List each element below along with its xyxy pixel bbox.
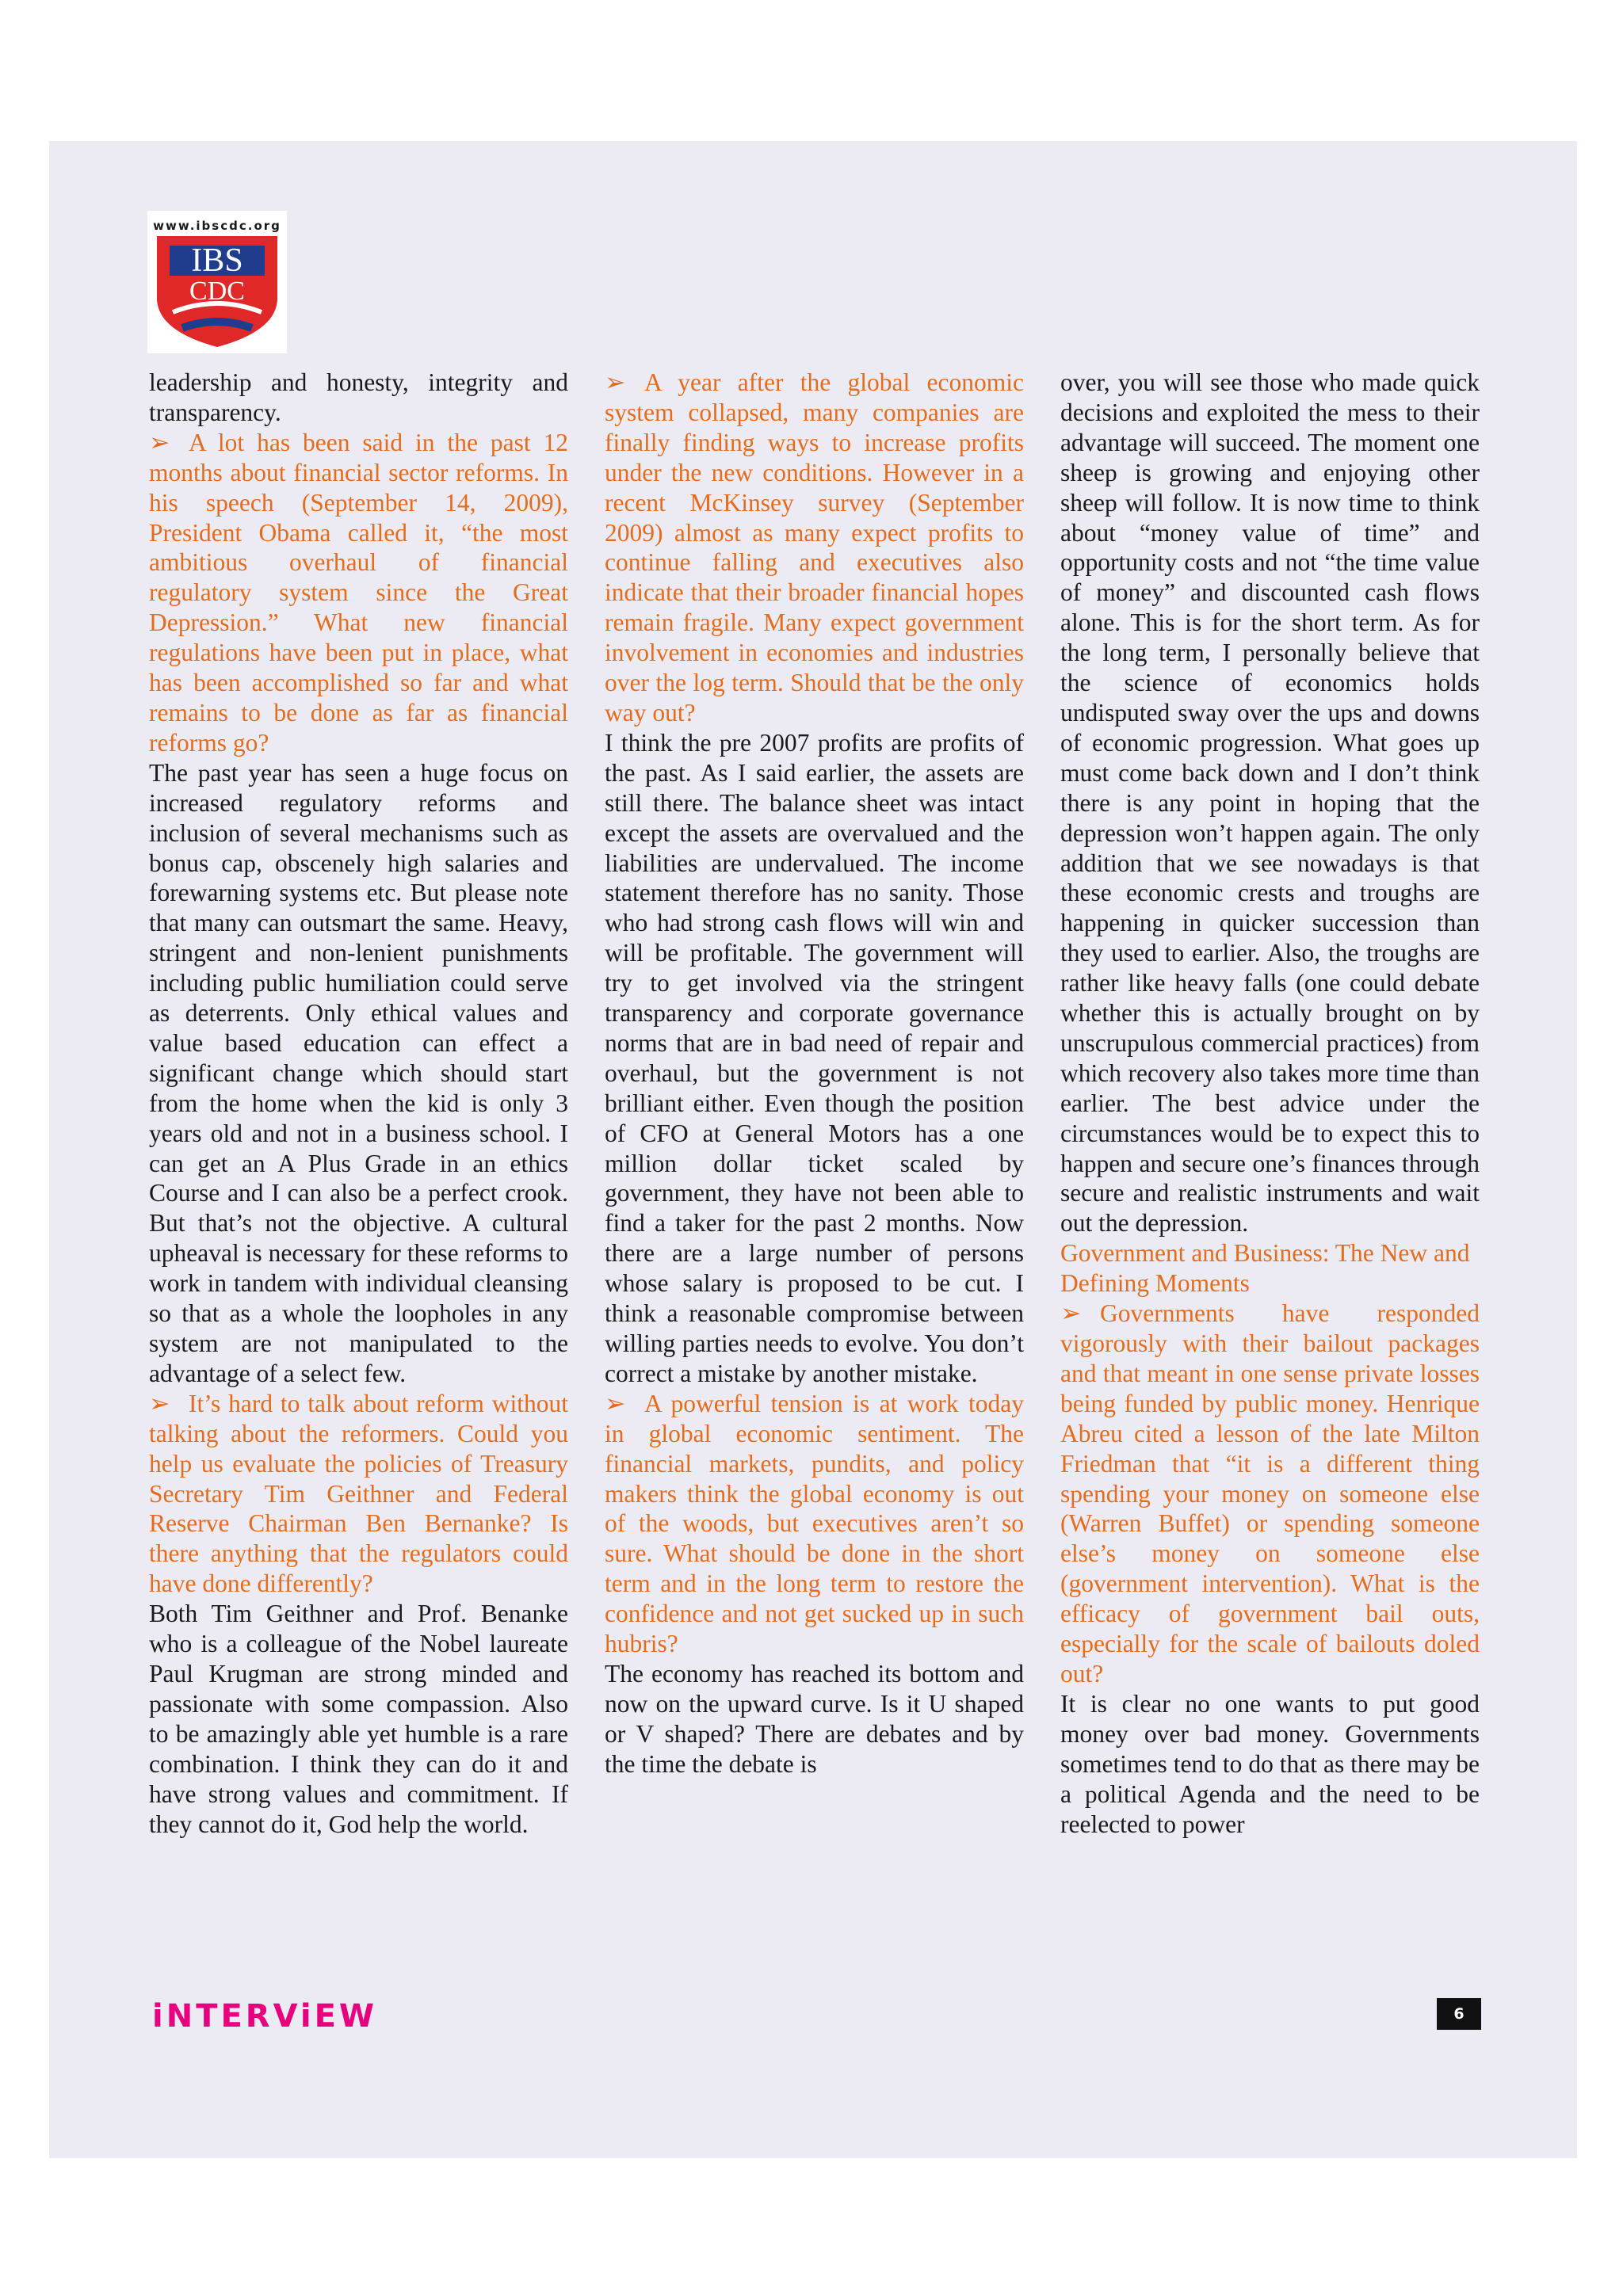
logo-text-ibs: IBS [191, 242, 243, 279]
question-text: A lot has been said in the past 12 months about financial sector reforms. In his speech (September 14, 2009), President Obama called it, “the most ambitious overhaul of financial regulatory system since the Great Depression.” What new financial regulations have been put in place, what has been accomplished so far and what remains to be done as far as financial reforms go? [149, 428, 568, 757]
section-heading: Government and Business: The New and Defining Moments [1060, 1239, 1470, 1298]
arrow-bullet-icon: ➢ [149, 428, 170, 456]
interview-question [605, 1389, 1024, 1659]
answer-paragraph: over, you will see those who made quick decisions and exploited the mess to their advantage will succeed. The moment one sheep is growing and enjoying other sheep will follow. It is now time to think about “money value of time” and opportunity costs and not “the time value of money” and discounted cash flows alone. This is for the short term. As for the long term, I personally believe that the science of economics holds undisputed sway over the ups and downs of economic progression. What goes up must come back down and I don’t think there is any point in hoping that the depression won’t happen again. The only addition that we see nowadays is that these economic crests and troughs are happening in quicker succession than they used to earlier. Also, the troughs are rather like heavy falls (one could debate whether this is actually brought on by unscrupulous commercial practices) from which recovery also takes more time than earlier. The best advice under the circumstances would be to expect this to happen and secure one’s finances through secure and realistic instruments and wait out the depression. [1060, 368, 1480, 1238]
interview-question [605, 368, 1024, 728]
arrow-bullet-icon: ➢ [605, 368, 626, 396]
article-column-2 [605, 368, 1024, 1779]
logo-text-cdc: CDC [189, 277, 245, 306]
shield-icon [154, 235, 281, 349]
question-text: Governments have responded vigorously with their bailout packages and that meant in one sense private losses being funded by public money. Henrique Abreu cited a lesson of the late Milton Friedman that “it is a different thing spending your money on someone else (Warren Buffet) or spending someone else’s money on someone else (government intervention). What is the efficacy of government bail outs, especially for the scale of bailouts doled out? [1060, 1299, 1480, 1688]
interview-question [1060, 1299, 1480, 1689]
footer-section-title [151, 1998, 483, 2035]
ibs-cdc-logo [147, 211, 287, 353]
answer-paragraph: I think the pre 2007 profits are profits of the past. As I said earlier, the assets are still there. The balance sheet was intact except the assets are overvalued and the liabilities are undervalued. The income statement therefore has no sanity. Those who had strong cash flows will win and will be profitable. The government will try to get involved via the stringent transparency and corporate governance norms that are in bad need of repair and overhaul, but the government is not brilliant either. Even though the position of CFO at General Motors has a one million dollar ticket scaled by government, they have not been able to find a taker for the past 2 months. Now there are a large number of persons whose salary is proposed to be cut. I think a reasonable compromise between willing parties needs to evolve. You don’t correct a mistake by another mistake. [605, 728, 1024, 1387]
page-number: 6 [1437, 1998, 1481, 2030]
interview-banner [151, 1998, 483, 2031]
interview-question [149, 428, 568, 758]
answer-paragraph: It is clear no one wants to put good money over bad money. Governments sometimes tend to do that as there may be a political Agenda and the need to be reelected to power [1060, 1689, 1480, 1838]
arrow-bullet-icon: ➢ [1060, 1299, 1082, 1328]
article-column-1 [149, 368, 568, 1839]
article-column-3 [1060, 368, 1480, 1839]
logo-url: www.ibscdc.org [153, 219, 281, 233]
footer-title-text: iNTERViEW [152, 1998, 378, 2031]
question-text: It’s hard to talk about reform without talking about the reformers. Could you help us evaluate the policies of Treasury Secretary Tim Geithner and Federal Reserve Chairman Ben Bernanke? Is there anything that the regulators could have done differently? [149, 1389, 568, 1598]
interview-question [149, 1389, 568, 1599]
answer-paragraph: Both Tim Geithner and Prof. Benanke who is a colleague of the Nobel laureate Paul Krugman are strong minded and passionate with some compassion. Also to be amazingly able yet humble is a rare combination. I think they can do it and have strong values and commitment. If they cannot do it, God help the world. [149, 1600, 568, 1838]
arrow-bullet-icon: ➢ [149, 1389, 170, 1417]
question-text: A year after the global economic system collapsed, many companies are finally finding ways to increase profits under the new conditions. However in a recent McKinsey survey (September 2009) almost as many expect profits to continue falling and executives also indicate that their broader financial hopes remain fragile. Many expect government involvement in economies and industries over the log term. Should that be the only way out? [605, 368, 1024, 727]
question-text: A powerful tension is at work today in global economic sentiment. The financial markets, pundits, and policy makers think the global economy is out of the woods, but executives aren’t so sure. What should be done in the short term and in the long term to restore the confidence and not get sucked up in such hubris? [605, 1389, 1024, 1658]
answer-paragraph: The past year has seen a huge focus on increased regulatory reforms and inclusion of several mechanisms such as bonus cap, obscenely high salaries and forewarning systems etc. But please note that many can outsmart the same. Heavy, stringent and non-lenient punishments including public humiliation could serve as deterrents. Only ethical values and value based education can effect a significant change which should start from the home when the kid is only 3 years old and not in a business school. I can get an A Plus Grade in an ethics Course and I can also be a perfect crook. But that’s not the objective. A cultural upheaval is necessary for these reforms to work in tandem with individual cleansing so that as a whole the loopholes in any system are not manipulated to the advantage of a select few. [149, 758, 568, 1387]
answer-paragraph: leadership and honesty, integrity and transparency. [149, 368, 568, 426]
answer-paragraph: The economy has reached its bottom and now on the upward curve. Is it U shaped or V shaped? There are debates and by the time the debate is [605, 1659, 1024, 1778]
arrow-bullet-icon: ➢ [605, 1389, 626, 1417]
